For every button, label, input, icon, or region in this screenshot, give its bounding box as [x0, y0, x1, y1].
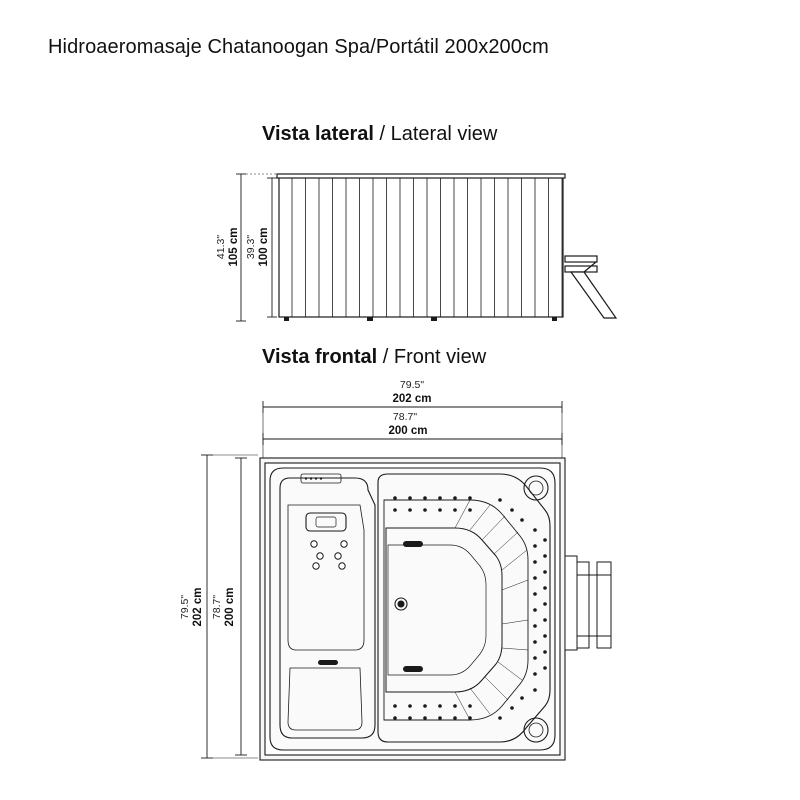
jet: [543, 666, 547, 670]
front-outer-width-cm: 202 cm: [392, 393, 432, 405]
jet: [520, 696, 524, 700]
jet: [533, 592, 537, 596]
jet: [520, 518, 524, 522]
front-outer-depth-label: [179, 587, 204, 626]
jet: [438, 508, 442, 512]
lateral-view-heading-es: Vista lateral: [262, 123, 374, 145]
pad-bottom: [403, 666, 423, 672]
lateral-slats: [292, 178, 562, 317]
jet: [543, 618, 547, 622]
lateral-total-height-cm: 105 cm: [228, 227, 240, 267]
jet: [510, 508, 514, 512]
jet: [408, 496, 412, 500]
jet: [393, 508, 397, 512]
lateral-view-heading-en: Lateral view: [390, 123, 498, 145]
jet: [543, 586, 547, 590]
jet: [543, 554, 547, 558]
lateral-view-heading-separator: /: [373, 123, 391, 145]
jet: [468, 508, 472, 512]
jet: [438, 496, 442, 500]
front-inner-width-cm: 200 cm: [388, 425, 428, 437]
lateral-cabinet: [279, 177, 563, 317]
front-inner-depth-inches: 78.7": [211, 594, 223, 620]
jet: [533, 656, 537, 660]
jet: [453, 496, 457, 500]
lateral-total-height-inches: 41.3": [215, 234, 227, 260]
front-outer-width-inches: 79.5": [399, 379, 425, 391]
jet: [533, 528, 537, 532]
jet: [543, 650, 547, 654]
jet: [453, 716, 457, 720]
jet: [438, 704, 442, 708]
jet: [408, 716, 412, 720]
jet: [408, 704, 412, 708]
jet: [533, 624, 537, 628]
jet: [543, 570, 547, 574]
jet: [543, 634, 547, 638]
jet: [533, 560, 537, 564]
jet: [533, 608, 537, 612]
jet: [533, 544, 537, 548]
jet: [393, 496, 397, 500]
front-view-heading-separator: /: [377, 346, 394, 368]
jet: [533, 576, 537, 580]
front-view-heading-es: Vista frontal: [262, 346, 378, 368]
jet: [453, 508, 457, 512]
jet: [533, 672, 537, 676]
jet: [468, 716, 472, 720]
jet: [408, 508, 412, 512]
jet: [453, 704, 457, 708]
front-outer-depth-inches: 79.5": [179, 594, 191, 620]
front-outer-depth-cm: 202 cm: [192, 587, 204, 627]
jet: [533, 640, 537, 644]
lateral-view-drawing: [236, 174, 616, 321]
jet: [438, 716, 442, 720]
page-title: Hidroaeromasaje Chatanoogan Spa/Portátil 200x200cm: [48, 36, 549, 58]
lateral-top-rim: [277, 174, 565, 178]
jet: [510, 706, 514, 710]
jet: [393, 716, 397, 720]
jet: [543, 602, 547, 606]
jet: [543, 538, 547, 542]
front-view-heading-en: Front view: [393, 346, 487, 368]
front-view-steps: [565, 556, 611, 650]
jet: [533, 688, 537, 692]
pad-lounger: [318, 660, 338, 665]
front-view-drawing: [260, 458, 611, 760]
jet: [423, 704, 427, 708]
jet: [423, 716, 427, 720]
jet: [423, 508, 427, 512]
lateral-total-height-label: [215, 227, 240, 266]
lateral-feet: [284, 317, 557, 321]
lateral-steps: [565, 256, 616, 318]
jet: [393, 704, 397, 708]
jet: [468, 704, 472, 708]
jet: [498, 498, 502, 502]
lateral-tub-height-inches: 39.3": [245, 234, 257, 260]
lateral-tub-height-cm: 100 cm: [258, 227, 270, 267]
front-inner-width-inches: 78.7": [392, 411, 418, 423]
jet: [423, 496, 427, 500]
front-inner-depth-cm: 200 cm: [224, 587, 236, 627]
front-inner-depth-label: [211, 587, 236, 626]
pad-top: [403, 541, 423, 547]
lateral-tub-height-label: [245, 227, 270, 266]
jet: [468, 496, 472, 500]
jet: [498, 716, 502, 720]
